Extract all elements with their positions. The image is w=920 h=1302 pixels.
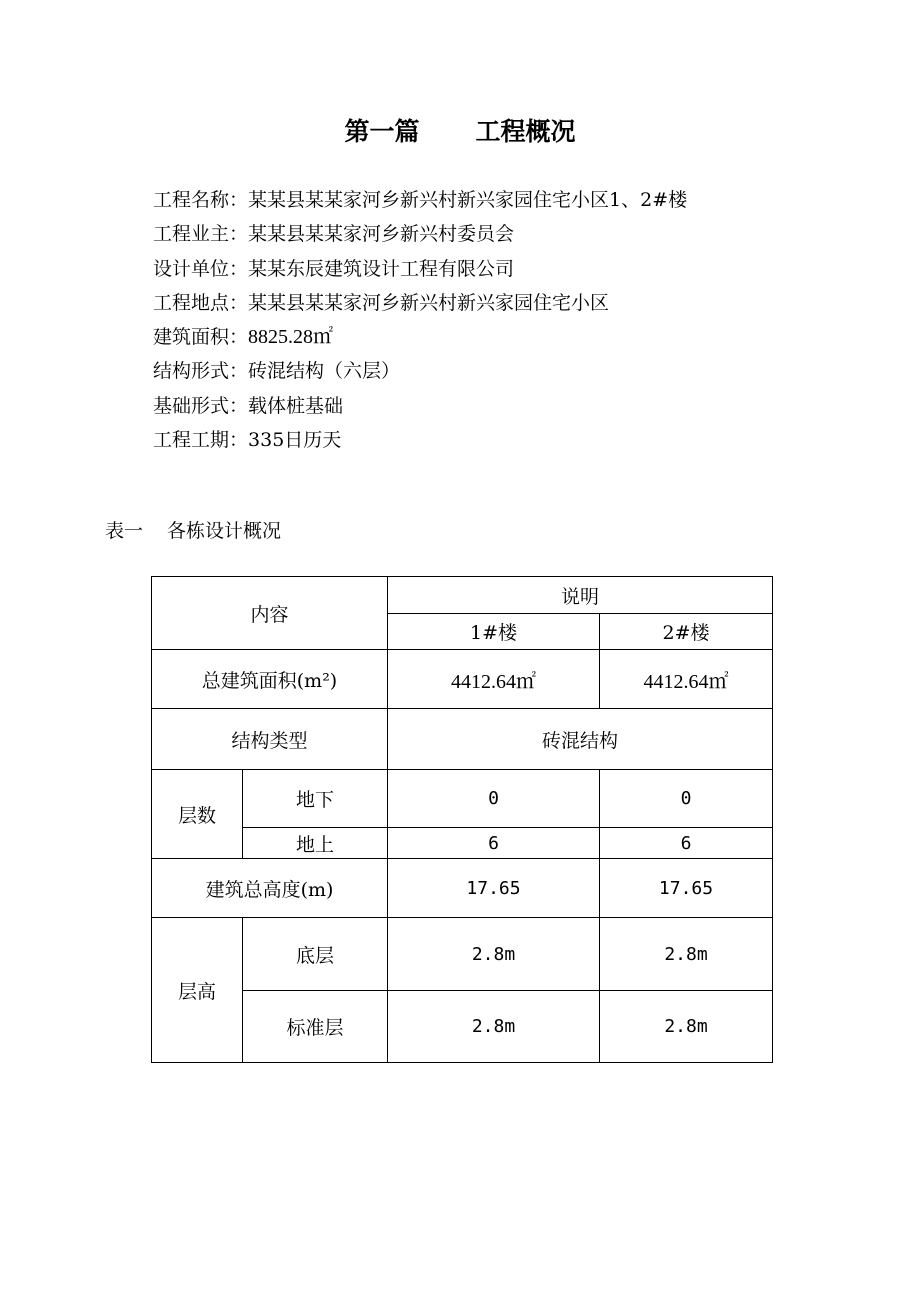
table-row-height — [152, 859, 773, 918]
height-b2-cell: 17.65 — [600, 859, 773, 918]
floors-below-b1-cell: 0 — [388, 770, 600, 828]
info-row-project-name — [153, 183, 687, 217]
info-value: 某某县某某家河乡新兴村新兴家园住宅小区 — [248, 291, 610, 314]
info-label: 建筑面积： — [153, 326, 249, 349]
area-label-cell: 总建筑面积(m²) — [152, 650, 388, 709]
info-value: 载体桩基础 — [248, 394, 344, 417]
height-b1-cell: 17.65 — [388, 859, 600, 918]
info-label: 工程业主： — [153, 223, 249, 246]
standard-label-cell: 标准层 — [243, 991, 388, 1063]
area-b2-cell: 4412.64㎡ — [600, 650, 773, 709]
header-building-2: 2#楼 — [600, 614, 773, 650]
info-row-duration — [153, 423, 687, 457]
ground-label-cell: 底层 — [243, 918, 388, 991]
info-label: 工程工期： — [153, 429, 249, 452]
standard-b2-cell: 2.8m — [600, 991, 773, 1063]
storey-label-cell: 层高 — [152, 918, 243, 1063]
info-row-foundation — [153, 389, 687, 423]
header-content-cell: 内容 — [152, 577, 388, 650]
area-b1-cell: 4412.64㎡ — [388, 650, 600, 709]
table-caption — [105, 516, 281, 543]
standard-b1-cell: 2.8m — [388, 991, 600, 1063]
info-label: 基础形式： — [153, 394, 249, 417]
table-row-area — [152, 650, 773, 709]
info-value: 某某东辰建筑设计工程有限公司 — [248, 257, 515, 280]
info-value: 某某县某某家河乡新兴村委员会 — [248, 223, 515, 246]
structure-label-cell: 结构类型 — [152, 709, 388, 770]
info-row-location — [153, 286, 687, 320]
info-value: 8825.28㎡ — [248, 326, 334, 349]
building-spec-table — [151, 576, 773, 1063]
page-title — [0, 112, 920, 148]
table-row-structure — [152, 709, 773, 770]
ground-b1-cell: 2.8m — [388, 918, 600, 991]
info-row-designer — [153, 252, 687, 286]
header-building-1: 1#楼 — [388, 614, 600, 650]
structure-value-cell: 砖混结构 — [388, 709, 773, 770]
info-label: 结构形式： — [153, 360, 249, 383]
info-label: 工程地点： — [153, 291, 249, 314]
table-row-standard-storey — [152, 991, 773, 1063]
table-caption-number: 表一 — [105, 520, 144, 542]
table-row-floors-below — [152, 770, 773, 828]
title-name: 工程概况 — [475, 117, 576, 146]
info-row-owner — [153, 217, 687, 251]
floors-above-b1-cell: 6 — [388, 828, 600, 859]
floors-label-cell: 层数 — [152, 770, 243, 859]
ground-b2-cell: 2.8m — [600, 918, 773, 991]
height-label-cell: 建筑总高度(m) — [152, 859, 388, 918]
header-desc-cell: 说明 — [388, 577, 773, 614]
floors-below-label-cell: 地下 — [243, 770, 388, 828]
info-value: 砖混结构（六层） — [248, 360, 401, 383]
info-value: 某某县某某家河乡新兴村新兴家园住宅小区1、2#楼 — [248, 189, 688, 211]
table-header-row — [152, 577, 773, 614]
table-row-floors-above — [152, 828, 773, 859]
info-label: 设计单位： — [153, 257, 249, 280]
title-part: 第一篇 — [344, 117, 420, 146]
info-row-area — [153, 320, 687, 354]
table-row-ground-storey — [152, 918, 773, 991]
info-label: 工程名称： — [153, 189, 249, 211]
info-row-structure — [153, 354, 687, 388]
info-value: 335日历天 — [248, 429, 342, 452]
floors-above-b2-cell: 6 — [600, 828, 773, 859]
project-info-list — [153, 183, 687, 457]
floors-above-label-cell: 地上 — [243, 828, 388, 859]
floors-below-b2-cell: 0 — [600, 770, 773, 828]
table-caption-text: 各栋设计概况 — [167, 520, 282, 542]
